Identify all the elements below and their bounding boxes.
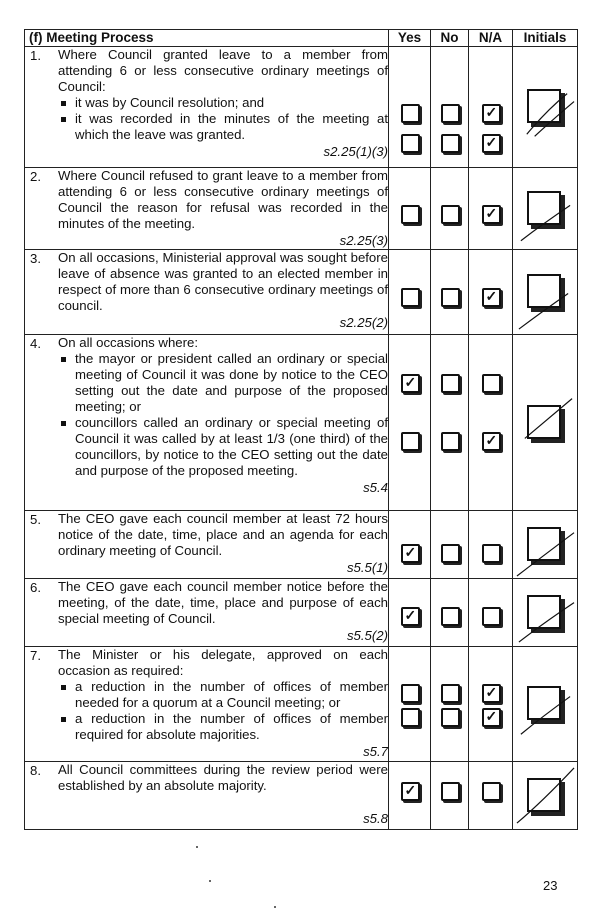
header-row: [25, 30, 578, 47]
legislation-reference: s5.5(1): [346, 560, 388, 575]
item-number: 1.: [30, 48, 41, 63]
header-na: N/A: [469, 30, 513, 47]
checkbox-no[interactable]: [441, 708, 460, 727]
item-row-1: [25, 47, 578, 168]
meeting-process-checklist: [24, 29, 578, 830]
item-3-initials-cell: [513, 250, 578, 335]
item-4-question: [25, 335, 389, 511]
checkbox-yes[interactable]: [401, 205, 420, 224]
item-text: The Minister or his delegate, approved on each occasion as required:: [58, 647, 388, 678]
checkbox-yes[interactable]: [401, 544, 420, 563]
item-3-na-cell: [469, 250, 513, 335]
item-1-yes-cell: [389, 47, 431, 168]
legislation-reference: s2.25(1)(3): [323, 144, 388, 159]
item-4-yes-cell: [389, 335, 431, 511]
checkbox-na[interactable]: [482, 205, 501, 224]
bullet-item: councillors called an ordinary or special meeting of Council it was called by at least 1/3 (one third) of the councillors, by notice to the CEO setting out the date and purpose of the proposed meeting.: [58, 415, 388, 479]
item-6-yes-cell: [389, 579, 431, 647]
item-7-initials-cell: [513, 647, 578, 762]
bullet-item: a reduction in the number of offices of member required for absolute majorities.: [58, 711, 388, 743]
bullet-item: it was by Council resolution; and: [58, 95, 388, 111]
legislation-reference: s5.5(2): [346, 628, 388, 643]
check-mark-icon: ✓: [485, 684, 498, 700]
check-mark-icon: ✓: [485, 288, 498, 304]
checkbox-no[interactable]: [441, 288, 460, 307]
scan-speck: [196, 846, 198, 848]
item-2-question: [25, 168, 389, 250]
header-no: No: [431, 30, 469, 47]
item-1-na-cell: [469, 47, 513, 168]
checkbox-na[interactable]: [482, 374, 501, 393]
item-1-question: [25, 47, 389, 168]
item-5-question: [25, 511, 389, 579]
item-row-6: [25, 579, 578, 647]
item-row-2: [25, 168, 578, 250]
item-8-no-cell: [431, 762, 469, 830]
bullet-item: the mayor or president called an ordinary or special meeting of Council it was done by notice to the CEO setting out the date and purpose of the proposed meeting; or: [58, 351, 388, 415]
legislation-reference: s5.7: [363, 744, 388, 759]
item-8-na-cell: [469, 762, 513, 830]
checkbox-yes[interactable]: [401, 708, 420, 727]
check-mark-icon: ✓: [485, 708, 498, 724]
item-row-4: [25, 335, 578, 511]
initials-signature-icon: [513, 250, 577, 334]
item-row-7: [25, 647, 578, 762]
item-number: 2.: [30, 169, 41, 184]
checkbox-na[interactable]: [482, 104, 501, 123]
bullet-item: a reduction in the number of offices of member needed for a quorum at a Council meeting; or: [58, 679, 388, 711]
item-row-3: [25, 250, 578, 335]
item-7-no-cell: [431, 647, 469, 762]
checkbox-na[interactable]: [482, 708, 501, 727]
item-7-na-cell: [469, 647, 513, 762]
initials-signature-icon: [513, 762, 577, 829]
header-initials: Initials: [513, 30, 578, 47]
item-number: 3.: [30, 251, 41, 266]
item-4-no-cell: [431, 335, 469, 511]
item-row-8: [25, 762, 578, 830]
checkbox-yes[interactable]: [401, 288, 420, 307]
checkbox-na[interactable]: [482, 288, 501, 307]
item-text: Where Council refused to grant leave to a member from attending 6 or less consecutive ordinary meetings of Council the reason for refusal was recorded in the minutes of the meeting.: [58, 168, 388, 231]
item-6-question: [25, 579, 389, 647]
checkbox-yes[interactable]: [401, 782, 420, 801]
check-mark-icon: ✓: [485, 432, 498, 448]
item-2-no-cell: [431, 168, 469, 250]
initials-signature-icon: [513, 168, 577, 249]
page-number: 23: [543, 878, 558, 893]
check-mark-icon: ✓: [404, 782, 417, 798]
checkbox-no[interactable]: [441, 684, 460, 703]
check-mark-icon: ✓: [404, 544, 417, 560]
checkbox-yes[interactable]: [401, 134, 420, 153]
item-8-yes-cell: [389, 762, 431, 830]
initials-signature-icon: [513, 579, 577, 646]
initials-signature-icon: [513, 47, 577, 167]
item-5-initials-cell: [513, 511, 578, 579]
item-6-initials-cell: [513, 579, 578, 647]
item-number: 4.: [30, 336, 41, 351]
checkbox-yes[interactable]: [401, 432, 420, 451]
check-mark-icon: ✓: [404, 374, 417, 390]
checkbox-na[interactable]: [482, 544, 501, 563]
item-text: Where Council granted leave to a member from attending 6 or less consecutive ordinary meetings of Council:: [58, 47, 388, 94]
item-6-na-cell: [469, 579, 513, 647]
checkbox-yes[interactable]: [401, 104, 420, 123]
item-row-5: [25, 511, 578, 579]
checkbox-na[interactable]: [482, 607, 501, 626]
checkbox-no[interactable]: [441, 205, 460, 224]
legislation-reference: s2.25(3): [339, 233, 388, 248]
item-2-yes-cell: [389, 168, 431, 250]
header-meeting-process: (f) Meeting Process: [25, 30, 389, 47]
check-mark-icon: ✓: [485, 104, 498, 120]
item-text: All Council committees during the review period were established by an absolute majority.: [58, 762, 388, 793]
item-3-question: [25, 250, 389, 335]
initials-signature-icon: [513, 511, 577, 578]
item-3-yes-cell: [389, 250, 431, 335]
checkbox-no[interactable]: [441, 432, 460, 451]
legislation-reference: s5.4: [363, 480, 388, 495]
scan-speck: [274, 906, 276, 908]
item-number: 7.: [30, 648, 41, 663]
check-mark-icon: ✓: [485, 205, 498, 221]
item-2-na-cell: [469, 168, 513, 250]
item-4-na-cell: [469, 335, 513, 511]
item-text: On all occasions, Ministerial approval was sought before leave of absence was granted to an elected member in respect of more than 6 consecutive ordinary meetings of council.: [58, 250, 388, 313]
checkbox-no[interactable]: [441, 544, 460, 563]
checkbox-na[interactable]: [482, 134, 501, 153]
checkbox-no[interactable]: [441, 607, 460, 626]
item-number: 6.: [30, 580, 41, 595]
checkbox-na[interactable]: [482, 684, 501, 703]
scan-speck: [209, 880, 211, 882]
checkbox-na[interactable]: [482, 782, 501, 801]
initials-signature-icon: [513, 647, 577, 761]
checkbox-yes[interactable]: [401, 607, 420, 626]
checkbox-no[interactable]: [441, 134, 460, 153]
initials-signature-icon: [513, 335, 577, 510]
check-mark-icon: ✓: [485, 134, 498, 150]
item-7-yes-cell: [389, 647, 431, 762]
item-5-no-cell: [431, 511, 469, 579]
item-3-no-cell: [431, 250, 469, 335]
checkbox-no[interactable]: [441, 104, 460, 123]
legislation-reference: s5.8: [363, 811, 388, 826]
item-1-initials-cell: [513, 47, 578, 168]
item-1-no-cell: [431, 47, 469, 168]
checkbox-na[interactable]: [482, 432, 501, 451]
checkbox-yes[interactable]: [401, 684, 420, 703]
item-5-na-cell: [469, 511, 513, 579]
legislation-reference: s2.25(2): [339, 315, 388, 330]
item-2-initials-cell: [513, 168, 578, 250]
check-mark-icon: ✓: [404, 607, 417, 623]
item-8-question: [25, 762, 389, 830]
item-5-yes-cell: [389, 511, 431, 579]
item-number: 8.: [30, 763, 41, 778]
item-text: The CEO gave each council member at least 72 hours notice of the date, time, place and an agenda for each ordinary meeting of Council.: [58, 511, 388, 558]
item-7-question: [25, 647, 389, 762]
checkbox-no[interactable]: [441, 782, 460, 801]
bullet-item: it was recorded in the minutes of the meeting at which the leave was granted.: [58, 111, 388, 143]
item-number: 5.: [30, 512, 41, 527]
item-4-initials-cell: [513, 335, 578, 511]
item-text: On all occasions where:: [58, 335, 199, 350]
checkbox-yes[interactable]: [401, 374, 420, 393]
checkbox-no[interactable]: [441, 374, 460, 393]
header-yes: Yes: [389, 30, 431, 47]
item-8-initials-cell: [513, 762, 578, 830]
item-6-no-cell: [431, 579, 469, 647]
item-text: The CEO gave each council member notice before the meeting, of the date, time, place and purpose of each special meeting of Council.: [58, 579, 388, 626]
